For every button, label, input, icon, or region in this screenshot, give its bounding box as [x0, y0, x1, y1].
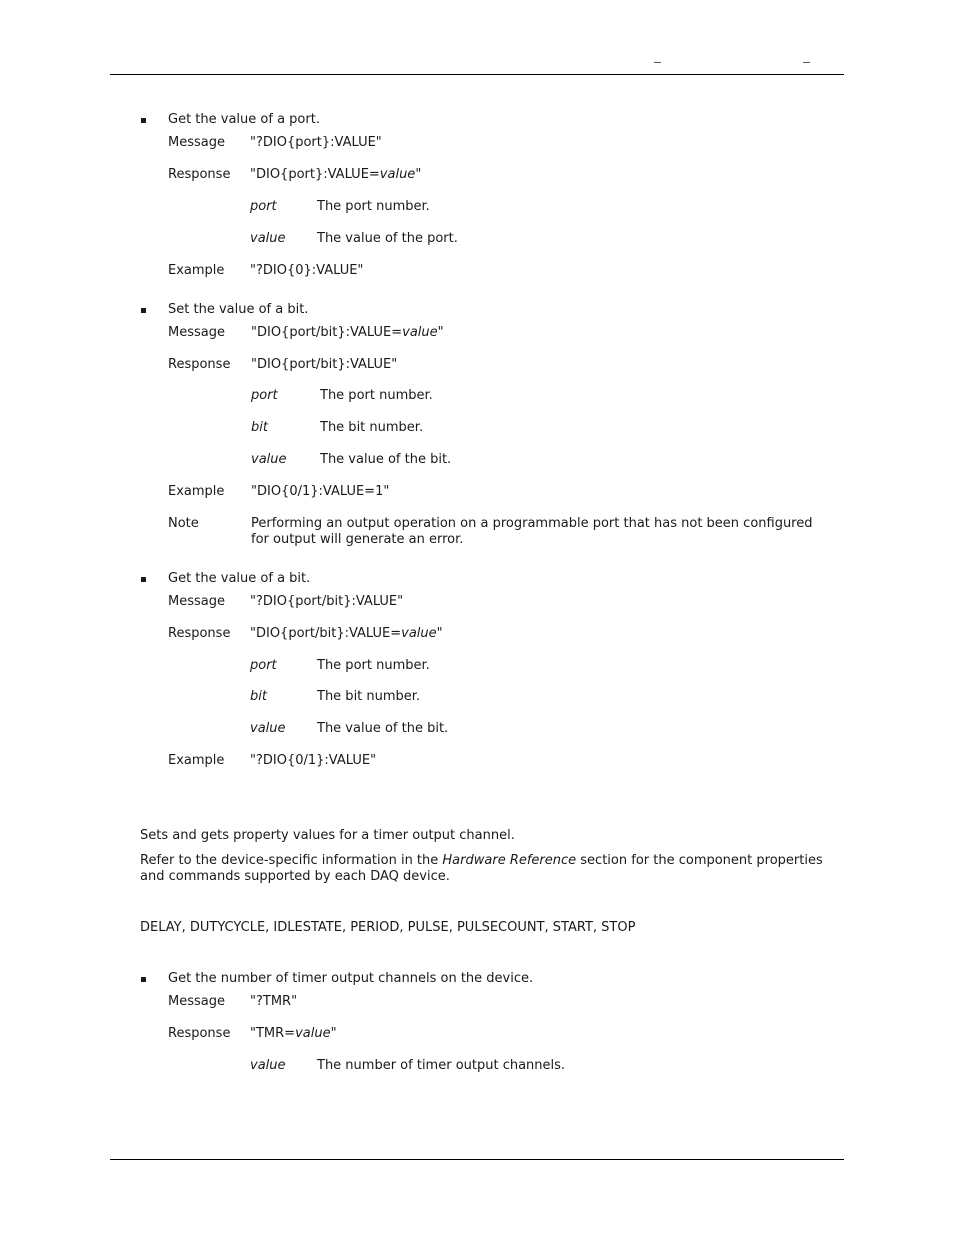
response-pre: "TMR=	[250, 1026, 296, 1041]
response-var: value	[295, 1026, 331, 1041]
response-label: Response	[168, 167, 231, 182]
response-value: "DIO{port/bit}:VALUE"	[251, 357, 398, 372]
bullet-icon	[141, 118, 146, 123]
header-rule	[110, 74, 844, 75]
bullet-icon	[141, 577, 146, 582]
note-line-1: Performing an output operation on a programmable port that has not been configured	[251, 516, 813, 531]
header-mark-right	[803, 62, 810, 63]
bullet-icon	[141, 977, 146, 982]
message-post: "	[437, 325, 444, 340]
message-value: "?DIO{port}:VALUE"	[250, 135, 382, 150]
param-desc: The port number.	[317, 658, 430, 673]
response-value	[250, 626, 443, 642]
param-desc: The value of the bit.	[320, 452, 452, 467]
param-name: value	[250, 721, 286, 736]
message-value: "?TMR"	[250, 994, 298, 1009]
message-label: Message	[168, 994, 225, 1009]
param-desc: The bit number.	[320, 420, 424, 435]
note-label: Note	[168, 516, 199, 531]
param-name: port	[251, 388, 278, 403]
response-post: "	[436, 626, 443, 641]
example-value: "?DIO{0}:VALUE"	[250, 263, 364, 278]
hardware-reference-ref: Hardware Reference	[442, 853, 577, 868]
response-post: "	[415, 167, 422, 182]
param-desc: The value of the port.	[317, 231, 458, 246]
param-desc: The port number.	[320, 388, 433, 403]
response-pre: "DIO{port}:VALUE=	[250, 167, 380, 182]
example-label: Example	[168, 263, 225, 278]
message-value: "?DIO{port/bit}:VALUE"	[250, 594, 404, 609]
param-desc: The bit number.	[317, 689, 421, 704]
bullet-icon	[141, 308, 146, 313]
message-pre: "DIO{port/bit}:VALUE=	[251, 325, 403, 340]
tmr-refer-line-2: and commands supported by each DAQ device.	[140, 869, 450, 884]
param-desc: The number of timer output channels.	[317, 1058, 566, 1073]
response-var: value	[379, 167, 416, 182]
param-name: port	[250, 658, 277, 673]
example-value: "DIO{0/1}:VALUE=1"	[251, 484, 390, 499]
param-name: port	[250, 199, 277, 214]
example-label: Example	[168, 753, 225, 768]
note-line-2: for output will generate an error.	[251, 532, 464, 547]
message-label: Message	[168, 325, 225, 340]
item-title: Set the value of a bit.	[168, 302, 309, 317]
response-label: Response	[168, 626, 231, 641]
response-value	[250, 1026, 337, 1042]
message-label: Message	[168, 594, 225, 609]
tmr-intro: Sets and gets property values for a timer output channel.	[140, 828, 515, 843]
message-value	[251, 325, 444, 341]
response-var: value	[401, 626, 437, 641]
param-name: value	[251, 452, 287, 467]
param-name: bit	[250, 689, 267, 704]
footer-rule	[110, 1159, 844, 1160]
param-name: value	[250, 231, 286, 246]
message-label: Message	[168, 135, 225, 150]
example-value: "?DIO{0/1}:VALUE"	[250, 753, 377, 768]
header-mark-left	[654, 62, 661, 63]
response-post: "	[330, 1026, 337, 1041]
tmr-refer-line-1: Refer to the device-specific information in the Hardware Reference section for the component properties	[140, 853, 823, 868]
response-value	[250, 167, 421, 183]
param-name: value	[250, 1058, 286, 1073]
param-desc: The port number.	[317, 199, 430, 214]
item-title: Get the value of a bit.	[168, 571, 311, 586]
response-label: Response	[168, 1026, 231, 1041]
response-label: Response	[168, 357, 231, 372]
message-var: value	[402, 325, 438, 340]
example-label: Example	[168, 484, 225, 499]
item-title: Get the value of a port.	[168, 112, 320, 127]
item-title: Get the number of timer output channels on the device.	[168, 971, 534, 986]
param-desc: The value of the bit.	[317, 721, 449, 736]
param-name: bit	[251, 420, 268, 435]
response-pre: "DIO{port/bit}:VALUE=	[250, 626, 402, 641]
tmr-properties: DELAY, DUTYCYCLE, IDLESTATE, PERIOD, PULSE, PULSECOUNT, START, STOP	[140, 920, 636, 935]
